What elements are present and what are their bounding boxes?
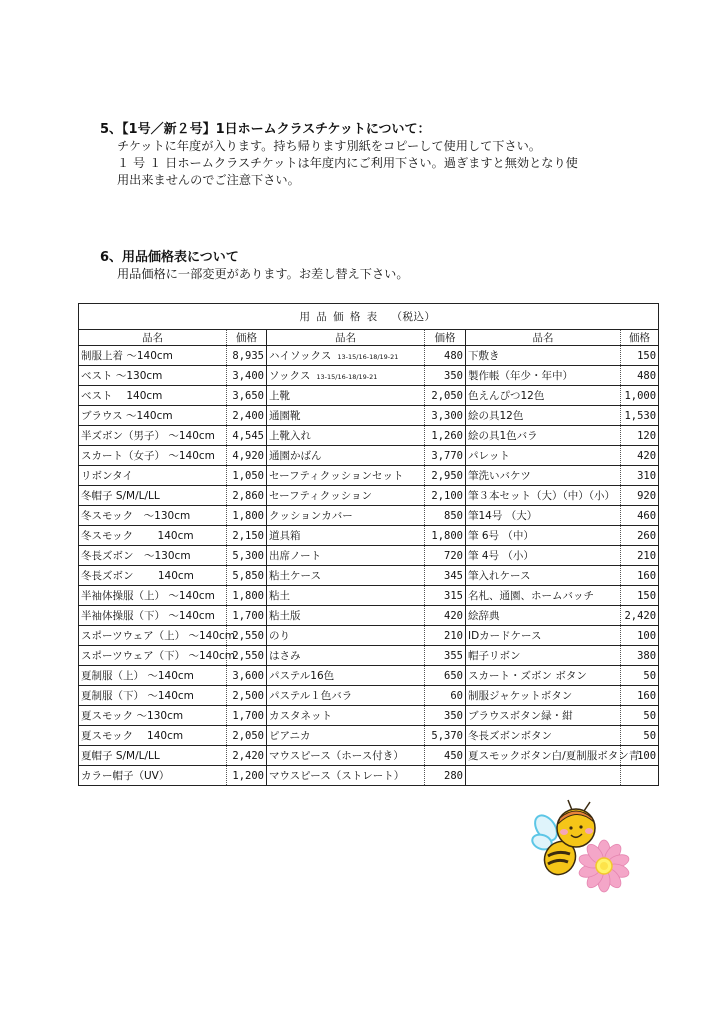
item-price: 380 <box>621 646 659 666</box>
item-name-text: パステル16色 <box>269 670 335 682</box>
section-5-line: 用出来ませんのでご注意下さい。 <box>117 173 300 187</box>
item-name-text: スポーツウェア（上） ～140cm <box>81 630 236 642</box>
header-name: 品名 <box>466 330 621 346</box>
section-5 <box>100 121 578 189</box>
item-name <box>79 666 227 686</box>
item-price: 420 <box>621 446 659 466</box>
header-name: 品名 <box>267 330 425 346</box>
item-name-text: 通園靴 <box>269 410 301 422</box>
item-name-text: 絵辞典 <box>468 610 500 622</box>
item-name <box>267 386 425 406</box>
item-name-text: 上靴入れ <box>269 430 311 442</box>
item-price: 3,600 <box>227 666 267 686</box>
item-name <box>466 446 621 466</box>
item-name <box>79 726 227 746</box>
item-price: 315 <box>425 586 466 606</box>
item-price: 450 <box>425 746 466 766</box>
item-name <box>466 646 621 666</box>
table-title-text: 用品価格表 <box>299 311 384 323</box>
item-name-text: ブラウスボタン緑・紺 <box>468 710 573 722</box>
item-name-text: 帽子リボン <box>468 650 521 662</box>
header-price: 価格 <box>621 330 659 346</box>
item-name <box>466 606 621 626</box>
item-price: 5,300 <box>227 546 267 566</box>
item-name <box>267 426 425 446</box>
item-name-text: カスタネット <box>269 710 332 722</box>
item-name-text: 冬長ズボン ～130cm <box>81 550 191 562</box>
item-name <box>267 726 425 746</box>
item-price: 1,800 <box>227 506 267 526</box>
item-price: 2,420 <box>621 606 659 626</box>
item-name-text: マウスピース（ホース付き） <box>269 750 404 762</box>
table-row <box>79 406 659 426</box>
table-row <box>79 586 659 606</box>
item-name <box>79 686 227 706</box>
item-name-text: スカート・ズボン ボタン <box>468 670 587 682</box>
item-name-text: 製作帳（年少・年中） <box>468 370 573 382</box>
item-name <box>79 366 227 386</box>
item-name-text: 夏スモックボタン白/夏制服ボタン青 <box>468 750 640 762</box>
item-name-text: パレット <box>468 450 510 462</box>
item-price: 920 <box>621 486 659 506</box>
item-price: 100 <box>621 746 659 766</box>
item-name-text: 夏帽子 S/M/L/LL <box>81 750 160 762</box>
item-name <box>79 466 227 486</box>
item-name <box>466 586 621 606</box>
item-name <box>79 506 227 526</box>
item-name-text: 粘土ケース <box>269 570 321 582</box>
item-name-text: 冬スモック ～130cm <box>81 510 191 522</box>
table-row <box>79 346 659 366</box>
item-name-text: リボンタイ <box>81 470 133 482</box>
table-row <box>79 626 659 646</box>
item-price: 210 <box>425 626 466 646</box>
item-name-text: 半袖体操服（上） ～140cm <box>81 590 215 602</box>
item-name-text: セーフティクッション <box>269 490 373 502</box>
item-name <box>466 566 621 586</box>
item-name <box>466 746 640 766</box>
item-name <box>466 346 621 366</box>
item-name-text: はさみ <box>269 650 301 662</box>
item-name-text: 絵の具1色バラ <box>468 430 538 442</box>
item-name <box>466 366 621 386</box>
table-row <box>79 566 659 586</box>
item-name-text: マウスピース（ストレート） <box>269 770 405 782</box>
item-name-text: 筆 6号 （中） <box>468 530 534 542</box>
item-name-text: カラー帽子（UV） <box>81 770 170 782</box>
item-price: 2,420 <box>227 746 267 766</box>
item-name-text: ブラウス ～140cm <box>81 410 173 422</box>
item-price: 2,550 <box>227 626 267 646</box>
item-name-text: スポーツウェア（下） ～140cm <box>81 650 236 662</box>
item-price: 460 <box>621 506 659 526</box>
item-name-text: 出席ノート <box>269 550 322 562</box>
item-name <box>466 386 621 406</box>
item-name <box>79 586 227 606</box>
item-price: 5,850 <box>227 566 267 586</box>
table-header-row <box>79 330 659 346</box>
item-name-text: IDカードケース <box>468 630 542 642</box>
item-name-text: 名札、通園、ホームバッチ <box>468 590 594 602</box>
table-row <box>79 506 659 526</box>
item-name-text: 夏制服（下） ～140cm <box>81 690 194 702</box>
item-name <box>267 746 425 766</box>
item-name <box>267 646 425 666</box>
item-name <box>79 526 227 546</box>
item-name <box>79 406 227 426</box>
item-name <box>466 406 621 426</box>
item-name-text: 夏制服（上） ～140cm <box>81 670 194 682</box>
item-size-range: 13-15/16-18/19-21 <box>337 353 399 361</box>
item-price: 2,500 <box>227 686 267 706</box>
item-name-text: 筆14号 （大） <box>468 510 538 522</box>
item-price: 350 <box>425 366 466 386</box>
table-row <box>79 706 659 726</box>
table-row <box>79 646 659 666</box>
item-name <box>267 626 425 646</box>
item-price: 4,920 <box>227 446 267 466</box>
item-name-text: ハイソックス <box>269 350 332 362</box>
item-name-text: 冬長ズボンボタン <box>468 730 552 742</box>
item-price: 50 <box>621 706 659 726</box>
item-name <box>79 566 227 586</box>
item-name <box>79 486 227 506</box>
bee-flower-icon <box>528 798 640 896</box>
item-price: 100 <box>621 626 659 646</box>
item-price: 8,935 <box>227 346 267 366</box>
item-price: 420 <box>425 606 466 626</box>
table-row <box>79 426 659 446</box>
item-name-text: ベスト 140cm <box>81 390 163 402</box>
item-price: 350 <box>425 706 466 726</box>
item-name-text: 筆３本セット（大）（中）（小） <box>468 490 615 502</box>
item-name-text: ピアニカ <box>269 730 311 742</box>
item-name <box>267 506 425 526</box>
item-name <box>466 686 621 706</box>
item-name <box>267 526 425 546</box>
item-price: 5,370 <box>425 726 466 746</box>
item-price: 3,650 <box>227 386 267 406</box>
item-name-text: 筆洗いバケツ <box>468 470 531 482</box>
section-6 <box>100 249 409 283</box>
item-name-text: クッションカバー <box>269 510 353 522</box>
item-name-text: 冬長ズボン 140cm <box>81 570 194 582</box>
price-table <box>78 303 659 786</box>
table-row <box>79 366 659 386</box>
item-name <box>466 626 621 646</box>
item-name <box>466 506 621 526</box>
item-name <box>79 426 227 446</box>
item-name-text: 粘土版 <box>269 610 301 622</box>
item-price: 1,530 <box>621 406 659 426</box>
item-name-text: 道具箱 <box>269 530 301 542</box>
item-name-text: ベスト ～130cm <box>81 370 163 382</box>
table-row <box>79 546 659 566</box>
item-price: 2,050 <box>425 386 466 406</box>
item-name <box>267 546 425 566</box>
item-name <box>267 686 425 706</box>
item-price: 260 <box>621 526 659 546</box>
item-price: 50 <box>621 726 659 746</box>
item-price: 2,050 <box>227 726 267 746</box>
item-price <box>621 766 659 786</box>
item-price: 480 <box>425 346 466 366</box>
item-name <box>466 546 621 566</box>
item-price: 2,550 <box>227 646 267 666</box>
item-price: 3,400 <box>227 366 267 386</box>
item-name <box>466 526 621 546</box>
table-row <box>79 466 659 486</box>
section-6-line: 用品価格に一部変更があります。お差し替え下さい。 <box>117 267 409 281</box>
item-name <box>79 386 227 406</box>
item-price: 150 <box>621 346 659 366</box>
item-name <box>267 366 425 386</box>
table-row <box>79 526 659 546</box>
item-price: 2,950 <box>425 466 466 486</box>
item-price: 310 <box>621 466 659 486</box>
item-name <box>79 606 227 626</box>
item-name <box>267 466 425 486</box>
item-name <box>267 486 425 506</box>
item-name <box>267 406 425 426</box>
item-name <box>267 666 425 686</box>
item-name-text: 夏スモック 140cm <box>81 730 184 742</box>
item-price: 150 <box>621 586 659 606</box>
item-name-text: 夏スモック ～130cm <box>81 710 184 722</box>
table-row <box>79 446 659 466</box>
item-name <box>466 466 621 486</box>
item-name <box>79 346 227 366</box>
item-name <box>267 766 425 786</box>
item-name <box>267 566 425 586</box>
table-row <box>79 686 659 706</box>
item-name <box>79 546 227 566</box>
item-name-text: 下敷き <box>468 350 500 362</box>
item-name-text: 筆入れケース <box>468 570 531 582</box>
item-size-range: 13-15/16-18/19-21 <box>316 373 378 381</box>
item-price: 480 <box>621 366 659 386</box>
item-name <box>466 766 621 786</box>
header-price: 価格 <box>227 330 267 346</box>
item-name <box>267 346 425 366</box>
section-5-line: １ 号 １ 日ホームクラスチケットは年度内にご利用下さい。過ぎますと無効となり使 <box>117 156 578 170</box>
item-name <box>79 626 236 646</box>
header-name: 品名 <box>79 330 227 346</box>
table-row <box>79 726 659 746</box>
table-row <box>79 746 659 766</box>
item-price: 3,770 <box>425 446 466 466</box>
item-name-text: スカート（女子） ～140cm <box>81 450 215 462</box>
item-price: 345 <box>425 566 466 586</box>
item-price: 160 <box>621 566 659 586</box>
item-price: 60 <box>425 686 466 706</box>
section-6-heading: 6、用品価格表について <box>100 250 239 265</box>
item-name <box>267 606 425 626</box>
item-price: 1,050 <box>227 466 267 486</box>
table-title-row <box>79 304 659 330</box>
item-name-text: 半袖体操服（下） ～140cm <box>81 610 215 622</box>
item-price: 650 <box>425 666 466 686</box>
item-name-text: パステル１色バラ <box>269 690 353 702</box>
item-name-text: 粘土 <box>269 590 290 602</box>
item-name <box>466 426 621 446</box>
item-name-text: 制服ジャケットボタン <box>468 690 573 702</box>
item-name <box>466 486 621 506</box>
table-row <box>79 666 659 686</box>
section-5-heading: 5、【1号／新２号】1日ホームクラスチケットについて： <box>100 122 431 137</box>
item-price: 160 <box>621 686 659 706</box>
table-title <box>79 304 659 330</box>
item-name <box>267 586 425 606</box>
item-name-text: 色えんぴつ12色 <box>468 390 545 402</box>
item-price: 1,700 <box>227 706 267 726</box>
item-price: 850 <box>425 506 466 526</box>
item-name-text: 半ズボン（男子） ～140cm <box>81 430 215 442</box>
item-price: 4,545 <box>227 426 267 446</box>
item-name <box>79 746 227 766</box>
item-name-text: 上靴 <box>269 390 290 402</box>
item-price: 2,860 <box>227 486 267 506</box>
table-title-tax-note: （税込） <box>391 311 436 323</box>
item-price: 120 <box>621 426 659 446</box>
item-name <box>79 446 227 466</box>
pink-flower-icon <box>577 840 630 892</box>
item-price: 3,300 <box>425 406 466 426</box>
table-row <box>79 766 659 786</box>
table-row <box>79 386 659 406</box>
item-price: 355 <box>425 646 466 666</box>
item-name-text: 絵の具12色 <box>468 410 524 422</box>
item-price: 720 <box>425 546 466 566</box>
item-price: 1,800 <box>425 526 466 546</box>
item-name <box>267 706 425 726</box>
item-name-text: セーフティクッションセット <box>269 470 404 482</box>
table-row <box>79 486 659 506</box>
section-5-line: チケットに年度が入ります。持ち帰ります別紙をコピーして使用して下さい。 <box>117 139 541 153</box>
item-price: 1,000 <box>621 386 659 406</box>
header-price: 価格 <box>425 330 466 346</box>
item-price: 2,150 <box>227 526 267 546</box>
item-name <box>267 446 425 466</box>
item-name-text: ソックス <box>269 370 311 382</box>
table-row <box>79 606 659 626</box>
item-name <box>466 666 621 686</box>
item-name <box>79 706 227 726</box>
item-price: 2,400 <box>227 406 267 426</box>
item-name <box>466 726 621 746</box>
item-price: 280 <box>425 766 466 786</box>
item-name-text: 通園かばん <box>269 450 322 462</box>
bee-mascot-illustration <box>528 798 640 896</box>
item-name-text: 冬スモック 140cm <box>81 530 194 542</box>
item-price: 1,700 <box>227 606 267 626</box>
item-price: 2,100 <box>425 486 466 506</box>
item-price: 1,260 <box>425 426 466 446</box>
item-price: 1,200 <box>227 766 267 786</box>
item-name-text: 冬帽子 S/M/L/LL <box>81 490 160 502</box>
item-name-text: 制服上着 ～140cm <box>81 350 173 362</box>
item-name <box>79 646 236 666</box>
item-price: 210 <box>621 546 659 566</box>
item-name <box>466 706 621 726</box>
item-name <box>79 766 227 786</box>
item-name-text: 筆 4号 （小） <box>468 550 534 562</box>
item-name-text: のり <box>269 630 290 642</box>
item-price: 50 <box>621 666 659 686</box>
item-price: 1,800 <box>227 586 267 606</box>
